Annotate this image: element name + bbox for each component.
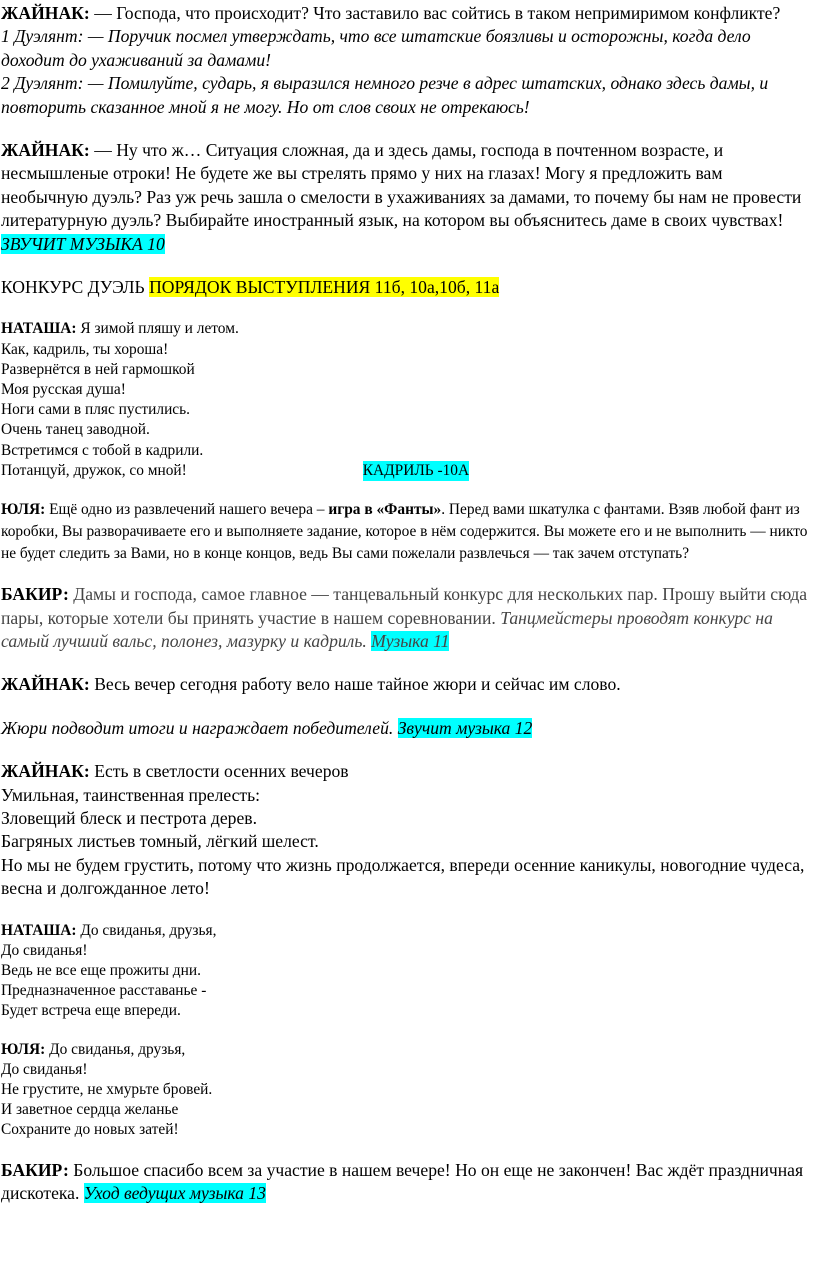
speaker-name: ЖАЙНАК: (1, 761, 90, 782)
poem-line: До свиданья! (1, 1060, 88, 1078)
speaker-name: ЮЛЯ: (1, 501, 46, 519)
paragraph-zhainak-duel (1, 139, 812, 233)
poem-line: НАТАША: Я зимой пляшу и летом. (1, 320, 239, 338)
speech-text: — Помилуйте, сударь, я выразился немного резче в адрес штатских, однако здесь дамы, и повторить сказанное мной я не могу. Но от слов своих не отрекаюсь! (1, 73, 769, 117)
quadrille-cue: КАДРИЛЬ -10А (363, 461, 469, 481)
poem-line: Будет встреча еще впереди. (1, 1002, 181, 1020)
speech-text: Весь вечер сегодня работу вело наше тайное жюри и сейчас им слово. (89, 674, 621, 695)
poem-line: Не грустите, не хмурьте бровей. (1, 1080, 213, 1098)
poem-line: НАТАША: До свиданья, друзья, (1, 921, 217, 939)
speech-text: — Ну что ж… Ситуация сложная, да и здесь дамы, господа в почтенном возрасте, и несмышленые отроки! Не будете же вы стрелять прямо у них на глазах! Могу я предложить вам необычную дуэль? Раз уж речь зашла о смелости в ухаживаниях за дамами, то почему бы нам не провести литературную дуэль? Выбирайте иностранный язык, на котором вы объяснитесь даме в своих чувствах! (1, 140, 802, 231)
paragraph-zhainak-jury (1, 673, 812, 696)
poem-line: Ведь не все еще прожиты дни. (1, 961, 201, 979)
poem-line: Как, кадриль, ты хороша! (1, 340, 169, 358)
poem-line: ЮЛЯ: До свиданья, друзья, (1, 1040, 186, 1058)
poem-line: До свиданья! (1, 941, 88, 959)
music-cue-text: Звучит музыка 12 (397, 717, 533, 738)
music-cue-text: Музыка 11 (371, 630, 450, 651)
poem-line: Очень танец заводной. (1, 421, 150, 439)
poem-line: Встретимся с тобой в кадрили. (1, 441, 204, 459)
speaker-name: НАТАША: (1, 320, 77, 338)
paragraph-bakir-dance (1, 583, 812, 653)
paragraph-yulya-forfeits: ЮЛЯ: Ещё одно из развлечений нашего вечера – игра в «Фанты». Перед вами шкатулка с фантами. Взяв любой фант из коробки, Вы разворачиваете его и выполняете задание, которое в нём содержится. Вы можете его и не выполнить — никто не будет следить за Вами, но в конце концов, ведь Вы сами пожелали развлечься — так зачем отступать? (1, 501, 808, 563)
closing-line: Но мы не будем грустить, потому что жизнь продолжается, впереди осенние каникулы, новогодние чудеса, весна и долгожданное лето! (1, 854, 805, 899)
speaker-name: БАКИР: (1, 584, 69, 605)
poem-line: Предназначенное расставанье - (1, 982, 207, 1000)
stage-direction: Танцмейстеры проводят конкурс на самый лучший вальс, полонез, мазурку и кадриль. (1, 607, 773, 651)
paragraph-zhainak-intro (1, 2, 812, 25)
speaker-name: ЖАЙНАК: (1, 674, 90, 695)
poem-natasha-quadrille (1, 319, 812, 481)
speaker-name: 2 Дуэлянт: (1, 73, 84, 94)
paragraph-bakir-closing (1, 1159, 812, 1206)
contest-label: КОНКУРС ДУЭЛЬ (1, 277, 150, 298)
music-cue-text: Уход ведущих музыка 13 (83, 1183, 266, 1203)
poem-line: Умильная, таинственная прелесть: (1, 784, 261, 805)
poem-line: Развернётся в ней гармошкой (1, 360, 195, 378)
jury-stage-direction (1, 717, 812, 740)
speaker-name: НАТАША: (1, 921, 77, 939)
speech-text: Большое спасибо всем за участие в нашем вечере! Но он еще не закончен! Вас ждёт праздничная дискотека. (1, 1159, 804, 1203)
paragraph-duelist-1 (1, 25, 812, 72)
speech-text: — Поручик посмел утверждать, что все штатские боязливы и осторожны, когда дело доходит до ухаживаний за дамами! (1, 26, 751, 70)
speaker-name: ЖАЙНАК: (1, 3, 90, 23)
poem-zhainak-autumn (1, 760, 812, 900)
poem-yulya-farewell (1, 1040, 812, 1141)
poem-line: Моя русская душа! (1, 381, 126, 399)
poem-line: ЖАЙНАК: Есть в светлости осенних вечеров (1, 761, 349, 782)
poem-line: Багряных листьев томный, лёгкий шелест. (1, 831, 319, 852)
speech-text: — Господа, что происходит? Что заставило вас сойтись в таком непримиримом конфликте? (89, 3, 781, 23)
poem-line: Зловещий блеск и пестрота дерев. (1, 807, 257, 828)
music-cue-text: ЗВУЧИТ МУЗЫКА 10 (1, 233, 165, 254)
speaker-name: ЮЛЯ: (1, 1040, 46, 1058)
poem-line: Сохраните до новых затей! (1, 1121, 179, 1139)
contest-line (1, 276, 812, 299)
poem-natasha-farewell (1, 921, 812, 1022)
speaker-name: БАКИР: (1, 1159, 69, 1180)
speaker-name: ЖАЙНАК: (1, 140, 90, 161)
poem-line: Потанцуй, дружок, со мной! КАДРИЛЬ -10А (1, 461, 812, 481)
performance-order: ПОРЯДОК ВЫСТУПЛЕНИЯ 11б, 10а,10б, 11а (149, 277, 500, 298)
paragraph-duelist-2 (1, 72, 812, 119)
poem-line: Ноги сами в пляс пустились. (1, 401, 191, 419)
speech-text: Дамы и господа, самое главное — танцевальный конкурс для нескольких пар. Прошу выйти сюда пары, которые хотели бы принять участие в нашем соревновании. (1, 584, 808, 628)
music-cue-10 (1, 233, 812, 256)
speaker-name: 1 Дуэлянт: (1, 26, 84, 47)
stage-direction: Жюри подводит итоги и награждает победителей. (1, 717, 394, 738)
poem-line: И заветное сердца желанье (1, 1101, 179, 1119)
game-name: игра в «Фанты» (328, 501, 442, 519)
